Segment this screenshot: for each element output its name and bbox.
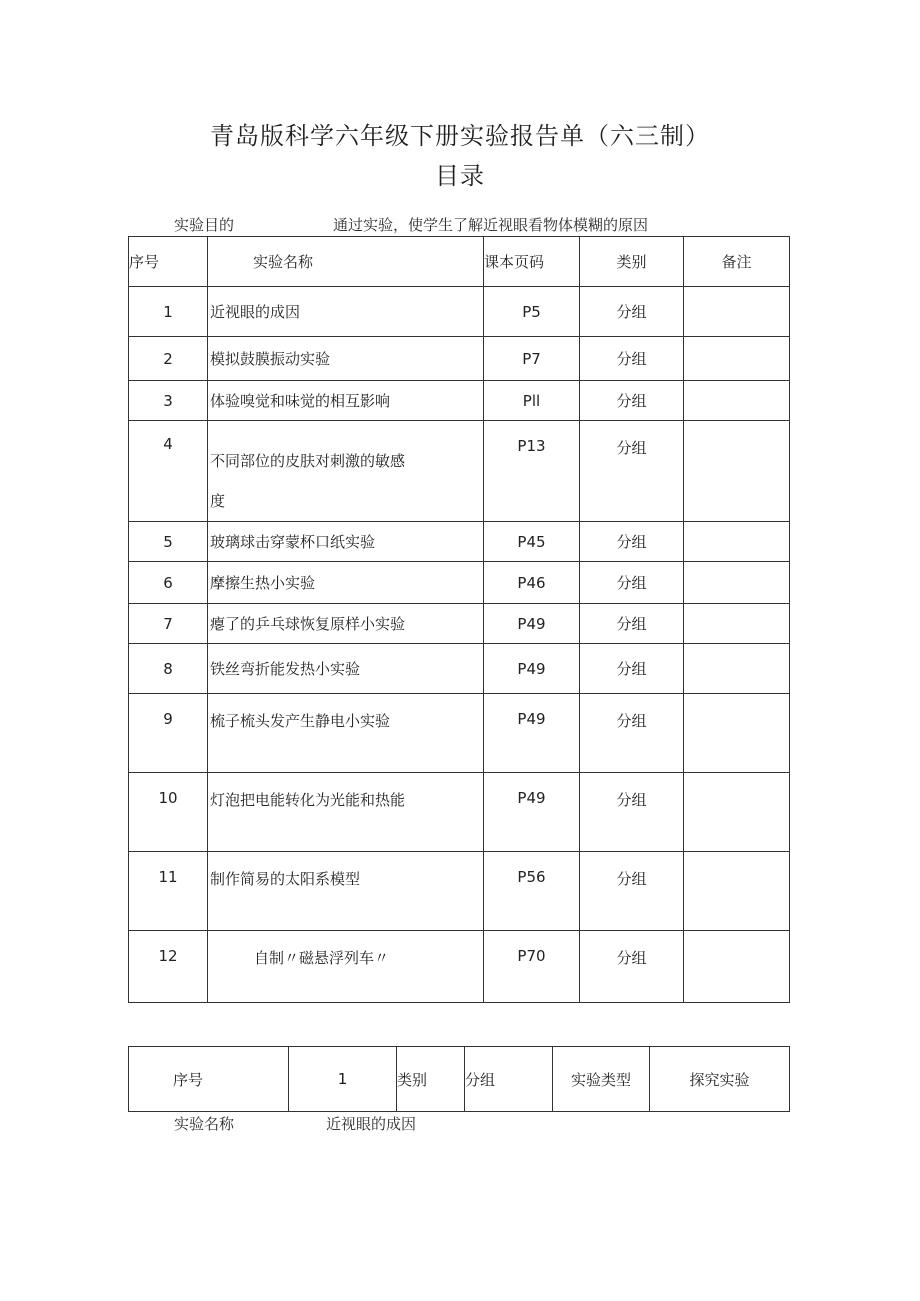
- row-note: [684, 337, 790, 381]
- table-row: [129, 337, 790, 381]
- row-seq: 4: [129, 421, 208, 522]
- experiment-name-label: 实验名称: [174, 1115, 235, 1133]
- row-seq: 10: [129, 773, 208, 852]
- purpose-label: 实验目的: [174, 216, 235, 234]
- page-title: 青岛版科学六年级下册实验报告单（六三制）: [210, 122, 710, 150]
- row-name: 玻璃球击穿蒙杯口纸实验: [208, 522, 484, 562]
- row-page: P49: [484, 694, 580, 773]
- row-page: P7: [484, 337, 580, 381]
- row-page: P13: [484, 421, 580, 522]
- table-row: [129, 644, 790, 694]
- table-row: [129, 694, 790, 773]
- table-row: [129, 931, 790, 1003]
- toc-table: [128, 236, 790, 1003]
- row-seq: 1: [129, 287, 208, 337]
- experiment-info-table: [128, 1046, 790, 1112]
- row-seq: 9: [129, 694, 208, 773]
- row-category: 分组: [580, 381, 684, 421]
- toc-header-row: [129, 237, 790, 287]
- info-type-value: 探究实验: [650, 1047, 790, 1112]
- row-note: [684, 562, 790, 604]
- row-name: [208, 421, 484, 522]
- experiment-name-value: 近视眼的成因: [326, 1115, 417, 1133]
- row-page: P70: [484, 931, 580, 1003]
- row-category: 分组: [580, 931, 684, 1003]
- row-name: 铁丝弯折能发热小实验: [208, 644, 484, 694]
- header-note: 备注: [684, 237, 790, 287]
- row-page: P56: [484, 852, 580, 931]
- info-seq-label: 序号: [129, 1047, 289, 1112]
- row-seq: 11: [129, 852, 208, 931]
- table-row: [129, 522, 790, 562]
- row-category: 分组: [580, 421, 684, 522]
- header-seq: 序号: [129, 237, 208, 287]
- table-row: [129, 773, 790, 852]
- info-type-label: 实验类型: [553, 1047, 650, 1112]
- table-row: [129, 287, 790, 337]
- row-name: 瘪了的乒乓球恢复原样小实验: [208, 604, 484, 644]
- row-name: 摩擦生热小实验: [208, 562, 484, 604]
- row-name: 制作简易的太阳系模型: [208, 852, 484, 931]
- row-seq: 6: [129, 562, 208, 604]
- row-note: [684, 381, 790, 421]
- row-category: 分组: [580, 287, 684, 337]
- row-category: 分组: [580, 773, 684, 852]
- row-note: [684, 773, 790, 852]
- table-row: [129, 852, 790, 931]
- row-seq: 3: [129, 381, 208, 421]
- row-note: [684, 522, 790, 562]
- row-category: 分组: [580, 694, 684, 773]
- row-name: 自制〃磁悬浮列车〃: [208, 931, 484, 1003]
- row-name: 模拟鼓膜振动实验: [208, 337, 484, 381]
- row-name-line1: 不同部位的皮肤对刺激的敏感: [210, 452, 406, 470]
- row-seq: 12: [129, 931, 208, 1003]
- purpose-text: 通过实验，使学生了解近视眼看物体模糊的原因: [333, 216, 649, 234]
- header-name: 实验名称: [208, 237, 484, 287]
- row-category: 分组: [580, 644, 684, 694]
- row-seq: 5: [129, 522, 208, 562]
- row-note: [684, 421, 790, 522]
- table-row: [129, 604, 790, 644]
- info-seq-value: 1: [289, 1047, 397, 1112]
- row-seq: 7: [129, 604, 208, 644]
- info-category-value: 分组: [465, 1047, 553, 1112]
- row-page: P49: [484, 604, 580, 644]
- row-note: [684, 287, 790, 337]
- row-note: [684, 852, 790, 931]
- row-category: 分组: [580, 852, 684, 931]
- row-note: [684, 644, 790, 694]
- row-note: [684, 694, 790, 773]
- table-row: [129, 381, 790, 421]
- row-category: 分组: [580, 337, 684, 381]
- row-page: P45: [484, 522, 580, 562]
- row-page: P49: [484, 773, 580, 852]
- row-category: 分组: [580, 604, 684, 644]
- row-note: [684, 604, 790, 644]
- row-name: 梳子梳头发产生静电小实验: [208, 694, 484, 773]
- row-seq: 2: [129, 337, 208, 381]
- table-row: [129, 421, 790, 522]
- row-name: 近视眼的成因: [208, 287, 484, 337]
- info-category-label: 类别: [397, 1047, 465, 1112]
- row-seq: 8: [129, 644, 208, 694]
- row-name: 灯泡把电能转化为光能和热能: [208, 773, 484, 852]
- row-name: 体验嗅觉和味觉的相互影响: [208, 381, 484, 421]
- row-page: P5: [484, 287, 580, 337]
- row-page: P46: [484, 562, 580, 604]
- info-row: [129, 1047, 790, 1112]
- row-category: 分组: [580, 522, 684, 562]
- page-subtitle: 目录: [435, 162, 485, 190]
- header-page: 课本页码: [484, 237, 580, 287]
- row-page: P49: [484, 644, 580, 694]
- header-category: 类别: [580, 237, 684, 287]
- row-page: Pll: [484, 381, 580, 421]
- row-note: [684, 931, 790, 1003]
- row-category: 分组: [580, 562, 684, 604]
- row-name-line2: 度: [210, 492, 226, 510]
- table-row: [129, 562, 790, 604]
